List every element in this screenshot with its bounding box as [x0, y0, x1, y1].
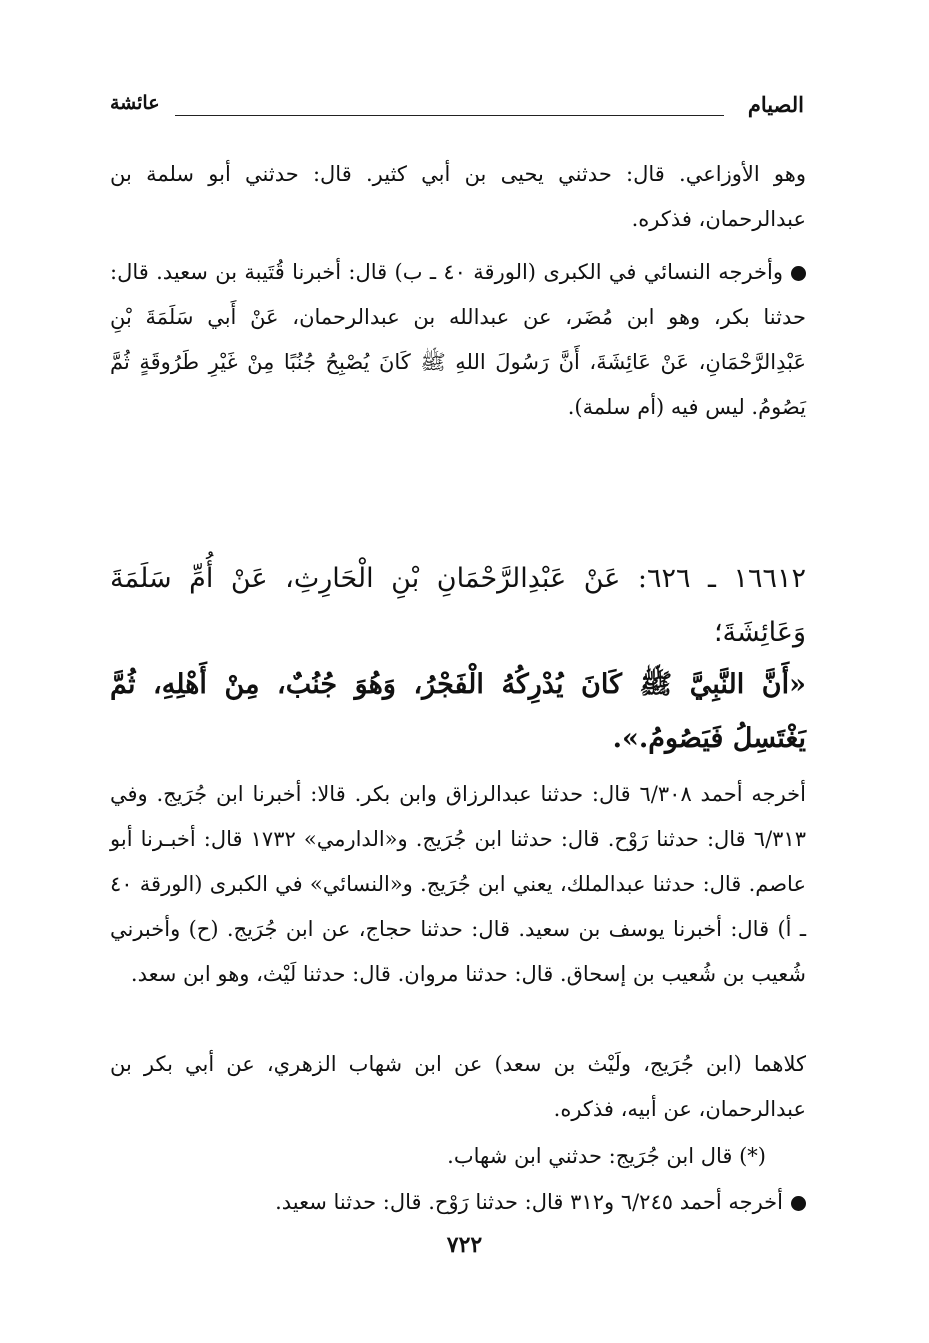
paragraph-text: وهو الأوزاعي. قال: حدثني يحيى بن أبي كثير. قال: حدثني أبو سلمة بن عبدالرحمان، فذكره. — [110, 162, 806, 231]
paragraph-text: (*) قال ابن جُرَيج: حدثني ابن شهاب. — [447, 1144, 766, 1168]
paragraph-text: كلاهما (ابن جُرَيج، ولَيْث بن سعد) عن ابن شهاب الزهري، عن أبي بكر بن عبدالرحمان، عن أبيه، فذكره. — [110, 1052, 806, 1121]
hadith-heading-text: ١٦٦١٢ ـ ٦٢٦: عَنْ عَبْدِالرَّحْمَانِ بْنِ الْحَارِثِ، عَنْ أُمِّ سَلَمَةَ وَعَائِشَةَ؛ — [110, 563, 806, 648]
bullet-icon — [791, 266, 806, 281]
header-book-section: الصيام — [747, 92, 804, 117]
paragraph-takhrij — [110, 772, 806, 997]
header-subject: عائشة — [110, 92, 160, 114]
paragraph-continuation — [110, 152, 806, 242]
header-rule — [175, 115, 724, 116]
bullet-icon — [791, 1196, 806, 1211]
paragraph-nasai-takhrij — [110, 250, 806, 430]
paragraph-both-narrators — [110, 1042, 806, 1132]
paragraph-ahmad-takhrij — [110, 1180, 806, 1225]
hadith-heading — [110, 552, 806, 660]
running-header — [110, 92, 804, 128]
hadith-matn-text: «أَنَّ النَّبِيَّ ﷺ كَانَ يُدْرِكُهُ الْفَجْرُ، وَهُوَ جُنُبٌ، مِنْ أَهْلِهِ، ثُمَّ يَغْتَسِلُ فَيَصُومُ.». — [110, 669, 806, 754]
hadith-matn — [110, 658, 806, 766]
page-number: ٧٢٢ — [446, 1232, 483, 1258]
paragraph-text: أخرجه أحمد ٦/٣٠٨ قال: حدثنا عبدالرزاق وابن بكر. قالا: أخبرنا ابن جُرَيج. وفي ٦/٣١٣ قال: حدثنا رَوْح. قال: حدثنا ابن جُرَيج. و«الدارمي» ١٧٣٢ قال: أخبـرنا أبو عاصم. قال: حدثنا عبدالملك، يعني ابن جُرَيج. و«النسائي» في الكبرى (الورقة ٤٠ ـ أ) قال: أخبرنا يوسف بن سعيد. قال: حدثنا حجاج، عن ابن جُرَيج. (ح) وأخبرني شُعيب بن شُعيب بن إسحاق. قال: حدثنا مروان. قال: حدثنا لَيْث، وهو ابن سعد. — [110, 782, 806, 986]
paragraph-text: وأخرجه النسائي في الكبرى (الورقة ٤٠ ـ ب) قال: أخبرنا قُتَيبة بن سعيد. قال: حدثنا بكر، وهو ابن مُضَر، عن عبدالله بن عبدالرحمان، عَنْ أَبي سَلَمَةَ بْنِ عَبْدِالرَّحْمَانِ، عَنْ عَائِشَةَ، أَنَّ رَسُولَ اللهِ ﷺ كَانَ يُصْبِحُ جُنُبًا مِنْ غَيْرِ طَرُوقَةٍ ثُمَّ يَصُومُ. ليس فيه (أم سلمة). — [110, 260, 806, 419]
paragraph-note — [110, 1134, 806, 1179]
paragraph-text: أخرجه أحمد ٦/٢٤٥ و٣١٢ قال: حدثنا رَوْح. قال: حدثنا سعيد. — [275, 1190, 783, 1214]
